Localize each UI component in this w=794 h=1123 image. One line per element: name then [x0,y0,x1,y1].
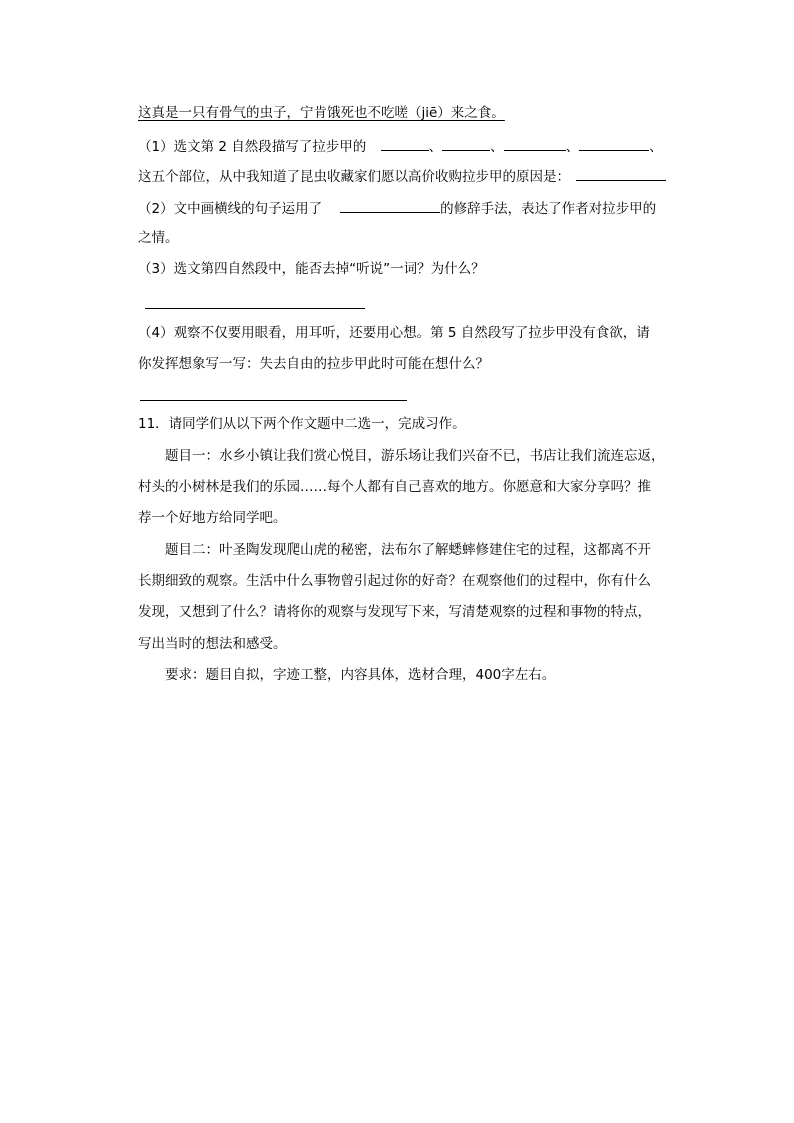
topic-1-line: 荐一个好地方给同学吧。 [138,510,287,526]
separator: 、 [649,139,663,155]
separator: 、 [565,139,580,155]
answer-blank-rhetoric[interactable] [340,198,440,213]
question-1-line-2 [138,166,666,186]
question-1-prompt: （1）选文第 2 自然段描写了拉步甲的 [138,139,367,155]
question-2-line-2: 之情。 [138,230,179,246]
question-2-prompt: （2）文中画横线的句子运用了 [138,201,323,217]
question-2-line-1 [138,198,656,218]
answer-blank-3[interactable] [504,136,566,151]
question-4-answer-line[interactable] [140,400,407,401]
essay-requirements: 要求：题目自拟，字迹工整，内容具体，选材合理，400字左右。 [165,667,556,683]
topic-2-line: 题目二：叶圣陶发现爬山虎的秘密，法布尔了解蟋蟀修建住宅的过程，这都离不开 [165,542,651,558]
underlined-passage-sentence: 这真是一只有骨气的虫子，宁肯饿死也不吃嗟（jiē）来之食。 [138,105,505,121]
question-1-line-1 [138,136,663,156]
separator: 、 [490,139,504,155]
answer-blank-5[interactable] [576,166,666,181]
answer-blank-1[interactable] [381,136,429,151]
topic-1-line: 题目一：水乡小镇让我们赏心悦目，游乐场让我们兴奋不已，书店让我们流连忘返， [165,448,665,464]
topic-2-line: 发现，又想到了什么？请将你的观察与发现写下来，写清楚观察的过程和事物的特点， [138,604,651,620]
question-11-title: 11．请同学们从以下两个作文题中二选一，完成习作。 [138,416,466,432]
question-4-line-2: 你发挥想象写一写：失去自由的拉步甲此时可能在想什么？ [138,356,489,372]
topic-2-line: 写出当时的想法和感受。 [138,636,287,652]
question-4-line-1: （4）观察不仅要用眼看，用耳听，还要用心想。第 5 自然段写了拉步甲没有食欲，请 [138,325,650,341]
question-3: （3）选文第四自然段中，能否去掉“听说”一词？为什么？ [138,261,485,277]
answer-blank-2[interactable] [442,136,490,151]
answer-blank-4[interactable] [579,136,649,151]
question-3-answer-line[interactable] [145,308,365,309]
topic-1-line: 村头的小树林是我们的乐园……每个人都有自己喜欢的地方。你愿意和大家分享吗？推 [138,479,651,495]
question-1-reason-prompt: 这五个部位，从中我知道了昆虫收藏家们愿以高价收购拉步甲的原因是： [138,169,570,185]
separator: 、 [428,139,443,155]
question-2-prompt-suffix: 的修辞手法，表达了作者对拉步甲的 [440,201,657,217]
topic-2-line: 长期细致的观察。生活中什么事物曾引起过你的好奇？在观察他们的过程中，你有什么 [138,573,651,589]
